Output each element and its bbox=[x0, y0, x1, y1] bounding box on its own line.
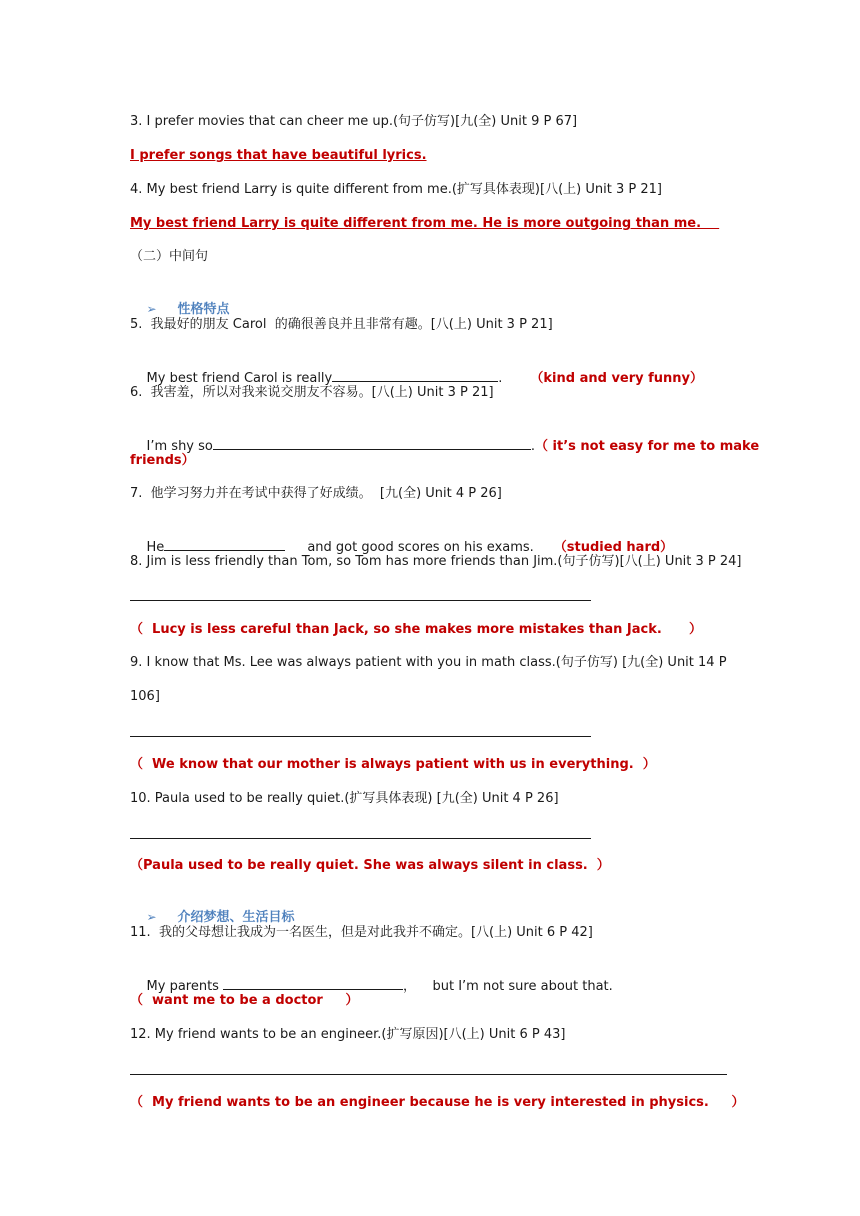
answer-blank[interactable] bbox=[223, 976, 403, 990]
question-9-continued: 106] bbox=[130, 689, 160, 704]
answer-blank[interactable] bbox=[164, 537, 285, 551]
topic-label: 性格特点 bbox=[177, 302, 230, 317]
question-4: 4. My best friend Larry is quite different from me.(扩写具体表现)[八(上) Unit 3 P 21] bbox=[130, 182, 662, 197]
answer-12: （ My friend wants to be an engineer because he is very interested in physics. ） bbox=[130, 1095, 745, 1110]
fill-prefix: My parents bbox=[146, 979, 219, 994]
writing-line[interactable] bbox=[130, 1074, 727, 1075]
section-heading-middle-sentences: （二）中间句 bbox=[130, 249, 209, 264]
answer-11: （ want me to be a doctor ） bbox=[130, 993, 359, 1008]
answer-3: I prefer songs that have beautiful lyrics. bbox=[130, 148, 427, 163]
answer-7: （studied hard） bbox=[553, 540, 674, 555]
fill-prefix: I’m shy so bbox=[146, 439, 213, 454]
writing-line[interactable] bbox=[130, 736, 591, 737]
arrow-bullet-icon: ➢ bbox=[146, 302, 157, 316]
fill-suffix: and got good scores on his exams. bbox=[307, 540, 534, 555]
answer-6-continued: friends） bbox=[130, 453, 195, 468]
question-6-fill bbox=[130, 418, 759, 474]
arrow-bullet-icon: ➢ bbox=[146, 910, 157, 924]
question-6: 6. 我害羞，所以对我来说交朋友不容易。[八(上) Unit 3 P 21] bbox=[130, 385, 494, 400]
question-9: 9. I know that Ms. Lee was always patient with you in math class.(句子仿写) [九(全) Unit 14 P bbox=[130, 655, 727, 670]
question-12: 12. My friend wants to be an engineer.(扩写原因)[八(上) Unit 6 P 43] bbox=[130, 1027, 566, 1042]
topic-label: 介绍梦想、生活目标 bbox=[177, 910, 295, 925]
answer-8: （ Lucy is less careful than Jack, so she makes more mistakes than Jack. ） bbox=[130, 622, 702, 637]
question-5: 5. 我最好的朋友 Carol 的确很善良并且非常有趣。[八(上) Unit 3 P 21] bbox=[130, 317, 553, 332]
writing-line[interactable] bbox=[130, 600, 591, 601]
question-3: 3. I prefer movies that can cheer me up.(句子仿写)[九(全) Unit 9 P 67] bbox=[130, 114, 578, 129]
question-11: 11. 我的父母想让我成为一名医生，但是对此我并不确定。[八(上) Unit 6 P 42] bbox=[130, 925, 593, 940]
answer-6: （ it’s not easy for me to make bbox=[535, 439, 760, 454]
answer-10: （Paula used to be really quiet. She was always silent in class. ） bbox=[130, 858, 610, 873]
answer-blank[interactable] bbox=[213, 436, 531, 450]
answer-blank[interactable] bbox=[332, 368, 498, 382]
writing-line[interactable] bbox=[130, 838, 591, 839]
answer-4: My best friend Larry is quite different from me. He is more outgoing than me. bbox=[130, 216, 720, 231]
fill-prefix: He bbox=[146, 540, 165, 555]
fill-suffix: ， but I’m not sure about that. bbox=[402, 979, 613, 994]
answer-9: （ We know that our mother is always patient with us in everything. ） bbox=[130, 757, 656, 772]
fill-suffix: . bbox=[530, 439, 535, 454]
question-10: 10. Paula used to be really quiet.(扩写具体表现) [九(全) Unit 4 P 26] bbox=[130, 791, 559, 806]
fill-suffix: . bbox=[498, 371, 503, 386]
question-7: 7. 他学习努力并在考试中获得了好成绩。 [九(全) Unit 4 P 26] bbox=[130, 486, 502, 501]
question-8: 8. Jim is less friendly than Tom, so Tom has more friends than Jim.(句子仿写)[八(上) Unit 3 P 24] bbox=[130, 554, 742, 569]
answer-5: （kind and very funny） bbox=[530, 371, 704, 386]
fill-prefix: My best friend Carol is really bbox=[146, 371, 333, 386]
